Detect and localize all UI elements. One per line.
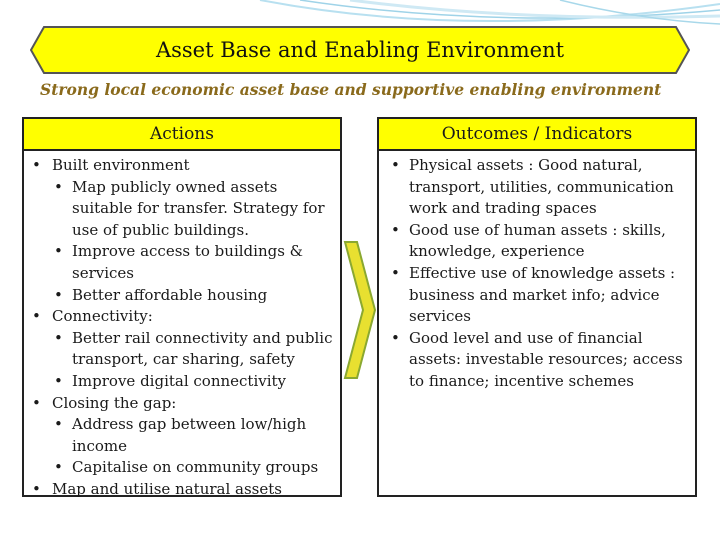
- list-item-text: Map and utilise natural assets: [52, 479, 282, 498]
- actions-list: [24, 151, 340, 501]
- list-item: [24, 393, 340, 479]
- sub-list-item: • Improve digital connectivity: [52, 371, 340, 393]
- list-item: [24, 155, 340, 306]
- sub-list-item: • Improve access to buildings & services: [52, 241, 340, 284]
- sub-list-item: • Better rail connectivity and public transport, car sharing, safety: [52, 328, 340, 371]
- list-item: • Good use of human assets : skills, knowledge, experience: [379, 220, 695, 263]
- list-item-text: Connectivity:: [52, 307, 153, 326]
- title-banner: [30, 26, 690, 74]
- chevron-right-arrow-icon: [343, 240, 377, 380]
- list-item: • Effective use of knowledge assets : business and market info; advice services: [379, 263, 695, 328]
- list-item: [24, 479, 340, 501]
- list-item: [24, 306, 340, 392]
- sub-list-item: • Address gap between low/high income: [52, 414, 340, 457]
- actions-header: Actions: [24, 119, 340, 151]
- outcomes-panel: [377, 117, 697, 497]
- list-item: • Physical assets : Good natural, transport, utilities, communication work and trading spaces: [379, 155, 695, 220]
- outcomes-list: [379, 151, 695, 393]
- subtitle: Strong local economic asset base and supportive enabling environment: [40, 80, 662, 99]
- outcomes-header: Outcomes / Indicators: [379, 119, 695, 151]
- list-item-text: Closing the gap:: [52, 393, 177, 412]
- sub-list-item: • Better affordable housing: [52, 285, 340, 307]
- list-item: • Good level and use of financial assets: investable resources; access to finance; incentive schemes: [379, 328, 695, 393]
- sub-list-item: • Map publicly owned assets suitable for transfer. Strategy for use of public buildings.: [52, 177, 340, 242]
- list-item-text: Built environment: [52, 156, 190, 174]
- sub-list-item: • Capitalise on community groups: [52, 457, 340, 479]
- actions-panel: [22, 117, 342, 497]
- page-title: Asset Base and Enabling Environment: [155, 38, 565, 62]
